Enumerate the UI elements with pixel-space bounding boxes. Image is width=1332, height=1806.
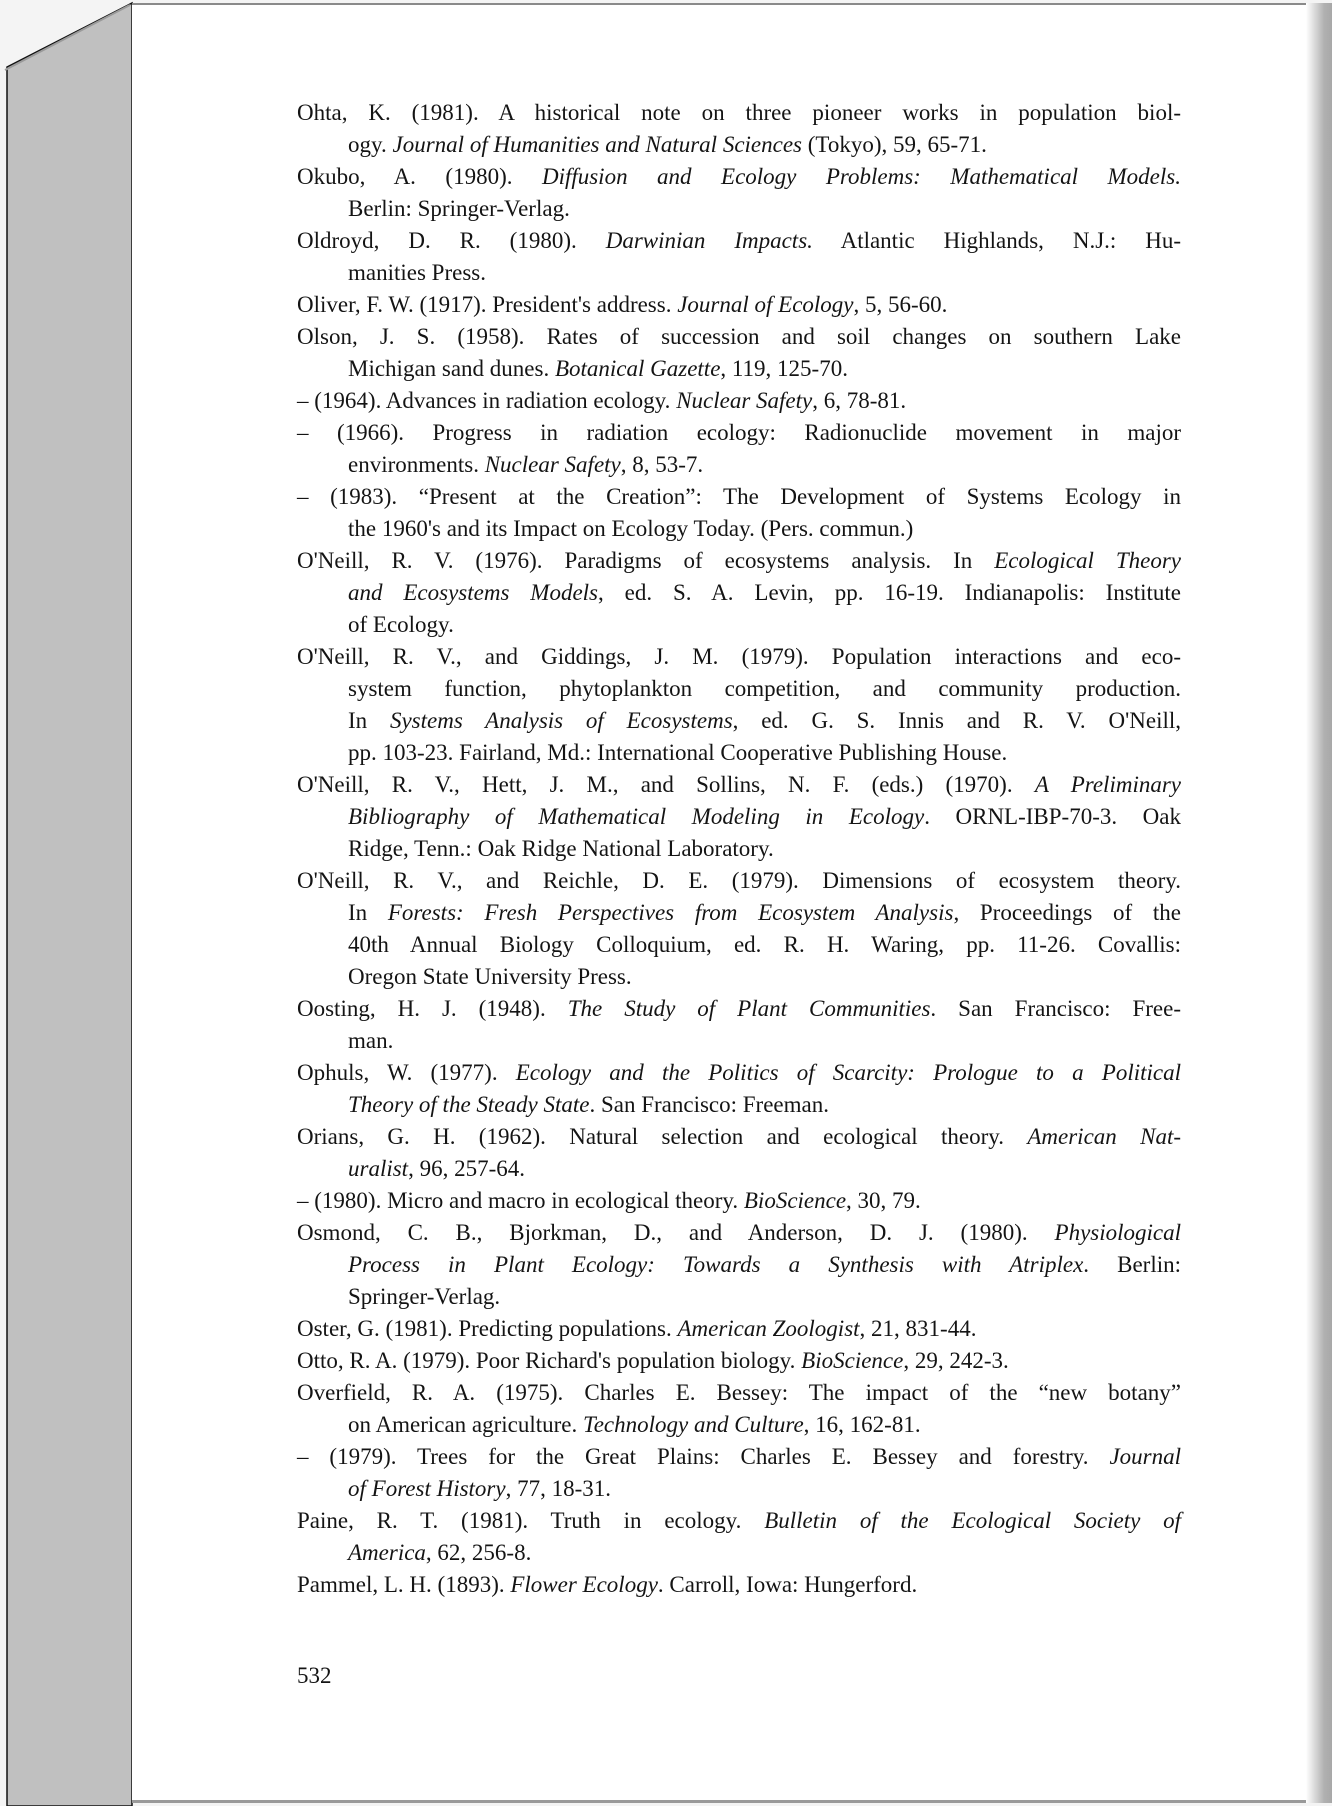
italic-title: America: [348, 1540, 426, 1565]
reference-entry: [297, 1185, 1181, 1217]
italic-title: Process in Plant Ecology: Towards a Synthesis with Atriplex: [348, 1252, 1084, 1277]
reference-text: . Berlin:: [1083, 1252, 1181, 1277]
reference-text: Olson, J. S. (1958). Rates of succession and soil changes on southern Lake: [297, 324, 1181, 349]
reference-text: Orians, G. H. (1962). Natural selection and ecological theory.: [297, 1124, 1028, 1149]
reference-text: . San Francisco: Freeman.: [589, 1092, 829, 1117]
reference-line: [297, 1089, 1181, 1121]
italic-title: Darwinian Impacts.: [605, 228, 813, 253]
reference-text: , 6, 78-81.: [812, 388, 907, 413]
reference-text: Paine, R. T. (1981). Truth in ecology.: [297, 1508, 765, 1533]
reference-entry: [297, 1313, 1181, 1345]
italic-title: Theory of the Steady State: [348, 1092, 590, 1117]
reference-text: , 119, 125-70.: [720, 356, 848, 381]
reference-text: In: [348, 708, 390, 733]
reference-text: Okubo, A. (1980).: [297, 164, 542, 189]
italic-title: Ecological Theory: [994, 548, 1182, 573]
reference-line: [297, 833, 1181, 865]
reference-text: Osmond, C. B., Bjorkman, D., and Anderson, D. J. (1980).: [297, 1220, 1055, 1245]
reference-entry: [297, 1441, 1181, 1505]
reference-line: [297, 289, 1181, 321]
reference-text: – (1980). Micro and macro in ecological theory.: [297, 1188, 744, 1213]
reference-text: , 16, 162-81.: [803, 1412, 921, 1437]
reference-text: O'Neill, R. V. (1976). Paradigms of ecosystems analysis. In: [297, 548, 995, 573]
italic-title: Physiological: [1054, 1220, 1181, 1245]
reference-line: [297, 1281, 1181, 1313]
italic-title: Botanical Gazette: [554, 356, 721, 381]
reference-line: [297, 321, 1181, 353]
reference-line: [297, 1121, 1181, 1153]
reference-entry: [297, 1121, 1181, 1185]
reference-line: [297, 513, 1181, 545]
italic-title: BioScience: [801, 1348, 904, 1373]
reference-text: Ridge, Tenn.: Oak Ridge National Laboratory.: [348, 836, 774, 861]
reference-text: Oregon State University Press.: [348, 964, 632, 989]
reference-text: Oldroyd, D. R. (1980).: [297, 228, 606, 253]
reference-line: [297, 1473, 1181, 1505]
reference-text: system function, phytoplankton competition, and community production.: [348, 676, 1181, 701]
reference-line: [297, 577, 1181, 609]
reference-line: [297, 1185, 1181, 1217]
italic-title: Technology and Culture: [583, 1412, 804, 1437]
reference-list: [297, 97, 1181, 1601]
reference-text: Oosting, H. J. (1948).: [297, 996, 568, 1021]
reference-text: – (1966). Progress in radiation ecology: Radionuclide movement in major: [297, 420, 1181, 445]
reference-line: [297, 801, 1181, 833]
reference-text: , Proceedings of the: [953, 900, 1181, 925]
reference-entry: [297, 545, 1181, 641]
reference-text: . ORNL-IBP-70-3. Oak: [924, 804, 1181, 829]
italic-title: Systems Analysis of Ecosystems: [389, 708, 733, 733]
reference-text: environments.: [348, 452, 485, 477]
reference-line: [297, 769, 1181, 801]
reference-text: , ed. G. S. Innis and R. V. O'Neill,: [732, 708, 1181, 733]
italic-title: uralist: [348, 1156, 409, 1181]
reference-text: 40th Annual Biology Colloquium, ed. R. H. Waring, pp. 11-26. Covallis:: [348, 932, 1181, 957]
reference-text: Springer-Verlag.: [348, 1284, 501, 1309]
italic-title: Bulletin of the Ecological Society of: [764, 1508, 1181, 1533]
italic-title: Flower Ecology: [510, 1572, 658, 1597]
reference-text: , 30, 79.: [846, 1188, 921, 1213]
reference-entry: [297, 865, 1181, 993]
reference-line: [297, 1409, 1181, 1441]
italic-title: of Forest History: [348, 1476, 506, 1501]
italic-title: Diffusion and Ecology Problems: Mathematical Models.: [541, 164, 1181, 189]
reference-line: [297, 1377, 1181, 1409]
reference-line: [297, 257, 1181, 289]
reference-text: – (1979). Trees for the Great Plains: Charles E. Bessey and forestry.: [297, 1444, 1110, 1469]
reference-line: [297, 1441, 1181, 1473]
italic-title: American Zoologist: [677, 1316, 860, 1341]
reference-text: , 96, 257-64.: [408, 1156, 525, 1181]
italic-title: Nuclear Safety: [676, 388, 813, 413]
reference-line: [297, 417, 1181, 449]
reference-line: [297, 385, 1181, 417]
reference-text: O'Neill, R. V., Hett, J. M., and Sollins, N. F. (eds.) (1970).: [297, 772, 1035, 797]
italic-title: American Nat-: [1027, 1124, 1182, 1149]
italic-title: Ecology and the Politics of Scarcity: Prologue to a Political: [515, 1060, 1181, 1085]
reference-text: . San Francisco: Free-: [930, 996, 1181, 1021]
reference-line: [297, 545, 1181, 577]
reference-entry: [297, 225, 1181, 289]
reference-line: [297, 1249, 1181, 1281]
reference-line: [297, 353, 1181, 385]
reference-line: [297, 449, 1181, 481]
reference-entry: [297, 385, 1181, 417]
italic-title: and Ecosystems Models: [348, 580, 599, 605]
reference-line: [297, 673, 1181, 705]
reference-text: Ohta, K. (1981). A historical note on three pioneer works in population biol-: [297, 100, 1181, 125]
reference-line: [297, 961, 1181, 993]
reference-text: Oster, G. (1981). Predicting populations.: [297, 1316, 678, 1341]
reference-text: – (1983). “Present at the Creation”: The Development of Systems Ecology in: [297, 484, 1181, 509]
reference-line: [297, 609, 1181, 641]
book-spine: [0, 0, 140, 1806]
italic-title: Journal of Ecology: [677, 292, 854, 317]
reference-entry: [297, 769, 1181, 865]
reference-text: Oliver, F. W. (1917). President's address.: [297, 292, 678, 317]
reference-text: , 29, 242-3.: [903, 1348, 1009, 1373]
reference-line: [297, 929, 1181, 961]
reference-line: [297, 129, 1181, 161]
page-number: 532: [297, 1663, 332, 1688]
reference-text: Michigan sand dunes.: [348, 356, 555, 381]
reference-entry: [297, 993, 1181, 1057]
reference-entry: [297, 1345, 1181, 1377]
book-spine-face: [7, 3, 132, 1806]
reference-line: [297, 1345, 1181, 1377]
reference-line: [297, 1537, 1181, 1569]
reference-line: [297, 1505, 1181, 1537]
reference-line: [297, 1153, 1181, 1185]
reference-text: , 8, 53-7.: [620, 452, 704, 477]
reference-text: pp. 103-23. Fairland, Md.: International Cooperative Publishing House.: [348, 740, 1008, 765]
reference-text: – (1964). Advances in radiation ecology.: [297, 388, 677, 413]
reference-text: of Ecology.: [348, 612, 454, 637]
reference-line: [297, 225, 1181, 257]
reference-entry: [297, 1505, 1181, 1569]
reference-entry: [297, 1217, 1181, 1313]
reference-entry: [297, 321, 1181, 385]
reference-entry: [297, 481, 1181, 545]
reference-line: [297, 161, 1181, 193]
reference-line: [297, 1569, 1181, 1601]
reference-line: [297, 865, 1181, 897]
reference-text: O'Neill, R. V., and Reichle, D. E. (1979). Dimensions of ecosystem theory.: [297, 868, 1181, 893]
italic-title: Nuclear Safety: [484, 452, 621, 477]
reference-text: , 5, 56-60.: [853, 292, 948, 317]
reference-text: , ed. S. A. Levin, pp. 16-19. Indianapolis: Institute: [598, 580, 1181, 605]
reference-text: , 77, 18-31.: [505, 1476, 612, 1501]
reference-line: [297, 1057, 1181, 1089]
reference-text: ogy.: [348, 132, 393, 157]
italic-title: Journal: [1109, 1444, 1181, 1469]
reference-line: [297, 97, 1181, 129]
italic-title: BioScience: [743, 1188, 847, 1213]
reference-entry: [297, 1569, 1181, 1601]
page-edge-shadow: [1306, 3, 1332, 1803]
reference-entry: [297, 1057, 1181, 1121]
reference-entry: [297, 289, 1181, 321]
reference-text: Atlantic Highlands, N.J.: Hu-: [812, 228, 1182, 253]
reference-text: Otto, R. A. (1979). Poor Richard's population biology.: [297, 1348, 802, 1373]
reference-line: [297, 641, 1181, 673]
reference-line: [297, 1313, 1181, 1345]
reference-text: (Tokyo), 59, 65-71.: [802, 132, 987, 157]
reference-text: . Carroll, Iowa: Hungerford.: [657, 1572, 918, 1597]
reference-text: manities Press.: [348, 260, 486, 285]
reference-text: Overfield, R. A. (1975). Charles E. Bessey: The impact of the “new botany”: [297, 1380, 1181, 1405]
reference-entry: [297, 417, 1181, 481]
reference-entry: [297, 161, 1181, 225]
reference-text: Berlin: Springer-Verlag.: [348, 196, 570, 221]
italic-title: Forests: Fresh Perspectives from Ecosystem Analysis: [387, 900, 954, 925]
italic-title: Bibliography of Mathematical Modeling in Ecology: [348, 804, 925, 829]
reference-entry: [297, 1377, 1181, 1441]
italic-title: Journal of Humanities and Natural Sciences: [392, 132, 803, 157]
reference-line: [297, 897, 1181, 929]
reference-text: , 21, 831-44.: [859, 1316, 977, 1341]
reference-entry: [297, 641, 1181, 769]
reference-line: [297, 737, 1181, 769]
reference-text: Pammel, L. H. (1893).: [297, 1572, 511, 1597]
reference-text: In: [348, 900, 388, 925]
reference-line: [297, 705, 1181, 737]
reference-line: [297, 193, 1181, 225]
reference-line: [297, 1217, 1181, 1249]
reference-text: the 1960's and its Impact on Ecology Today. (Pers. commun.): [348, 516, 914, 541]
reference-line: [297, 993, 1181, 1025]
reference-text: O'Neill, R. V., and Giddings, J. M. (1979). Population interactions and eco-: [297, 644, 1181, 669]
reference-text: man.: [348, 1028, 394, 1053]
reference-text: , 62, 256-8.: [425, 1540, 532, 1565]
reference-text: Ophuls, W. (1977).: [297, 1060, 516, 1085]
reference-text: on American agriculture.: [348, 1412, 584, 1437]
italic-title: The Study of Plant Communities: [567, 996, 931, 1021]
reference-line: [297, 481, 1181, 513]
italic-title: A Preliminary: [1034, 772, 1181, 797]
reference-entry: [297, 97, 1181, 161]
reference-line: [297, 1025, 1181, 1057]
